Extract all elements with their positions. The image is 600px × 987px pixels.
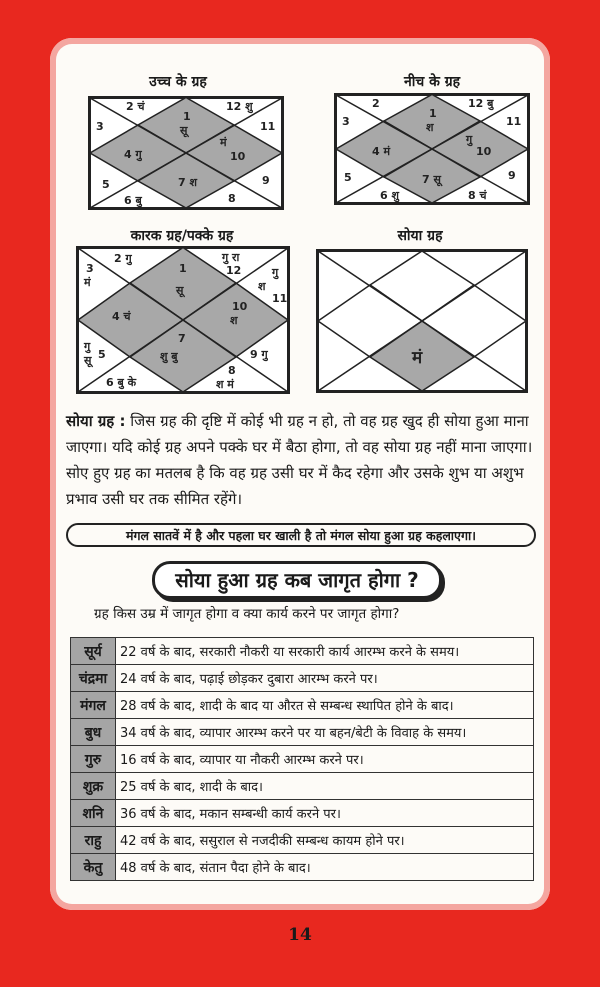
house-label: 5: [344, 171, 352, 184]
chart-soya: [316, 249, 528, 397]
house-label: 4 गु: [124, 148, 142, 161]
house-label: 10: [476, 145, 492, 158]
house-label: 2 गु: [114, 252, 132, 265]
house-label: 1: [179, 262, 187, 275]
planet-desc: 24 वर्ष के बाद, पढ़ाई छोड़कर दुबारा आरम्भ करने पर।: [116, 665, 534, 692]
table-row: [71, 638, 534, 665]
planet-table: [70, 637, 534, 881]
chart-title-neech: नीच के ग्रह: [403, 74, 461, 90]
house-label: 7 सू: [422, 173, 441, 186]
table-row: [71, 719, 534, 746]
house-label: 9: [508, 169, 516, 182]
house-label: 4 चं: [112, 310, 131, 323]
planet-name: सूर्य: [71, 638, 116, 665]
house-label: 6 बु: [124, 194, 142, 207]
house-label: 12 शु: [226, 100, 253, 113]
house-label: सू: [84, 354, 92, 367]
chart-ucch: [88, 96, 284, 214]
house-label: 9 गु: [250, 348, 268, 361]
planet-name: राहु: [71, 827, 116, 854]
house-label: 8 चं: [468, 189, 487, 202]
planet-desc: 34 वर्ष के बाद, व्यापार आरम्भ करने पर या बहन/बेटी के विवाह के समय।: [116, 719, 534, 746]
planet-name: शनि: [71, 800, 116, 827]
house-label: 12: [226, 264, 242, 277]
house-label: 12 बु: [468, 97, 494, 110]
house-label: सू: [176, 284, 184, 297]
house-label: 3: [96, 120, 104, 133]
page-number: 14: [288, 925, 312, 945]
planet-desc: 22 वर्ष के बाद, सरकारी नौकरी या सरकारी कार्य आरम्भ करने के समय।: [116, 638, 534, 665]
house-label: 1: [429, 107, 437, 120]
house-label: श मं: [216, 378, 234, 391]
house-label: गु: [466, 133, 473, 146]
house-label: श: [426, 121, 434, 134]
house-label: 2 चं: [126, 100, 145, 113]
table-row: [71, 746, 534, 773]
chart-karak: [76, 246, 290, 398]
table-row: [71, 773, 534, 800]
house-label: 10: [230, 150, 246, 163]
chart-neech: [334, 93, 530, 209]
paragraph: [66, 408, 536, 512]
house-label: 11: [272, 292, 288, 305]
mars-label: मं: [412, 348, 423, 368]
house-label: 8: [228, 364, 236, 377]
planet-desc: 36 वर्ष के बाद, मकान सम्बन्धी कार्य करने पर।: [116, 800, 534, 827]
question-text: ग्रह किस उम्र में जागृत होगा व क्या कार्य करने पर जागृत होगा?: [94, 606, 400, 622]
house-label: 1: [183, 110, 191, 123]
house-label: गु: [84, 340, 91, 353]
section-heading: सोया हुआ ग्रह कब जागृत होगा ?: [152, 561, 442, 599]
house-label: 10: [232, 300, 248, 313]
planet-desc: 42 वर्ष के बाद, ससुराल से नजदीकी सम्बन्ध कायम होने पर।: [116, 827, 534, 854]
chart-title-karak: कारक ग्रह/पक्के ग्रह: [130, 228, 234, 244]
paragraph-lead: सोया ग्रह :: [66, 412, 126, 430]
table-row: [71, 827, 534, 854]
planet-desc: 25 वर्ष के बाद, शादी के बाद।: [116, 773, 534, 800]
house-label: 3: [342, 115, 350, 128]
table-row: [71, 800, 534, 827]
house-label: 8: [228, 192, 236, 205]
house-label: शु बु: [160, 350, 178, 363]
house-label: 5: [102, 178, 110, 191]
house-label: 7 श: [178, 176, 197, 189]
house-label: 6 बु के: [106, 376, 137, 389]
house-label: मं: [220, 136, 227, 149]
chart-title-soya: सोया ग्रह: [397, 228, 443, 244]
table-row: [71, 692, 534, 719]
table-row: [71, 854, 534, 881]
planet-name: चंद्रमा: [71, 665, 116, 692]
house-label: 7: [178, 332, 186, 345]
house-label: 4 मं: [372, 145, 391, 158]
house-label: सू: [180, 124, 188, 137]
house-label: 9: [262, 174, 270, 187]
planet-desc: 48 वर्ष के बाद, संतान पैदा होने के बाद।: [116, 854, 534, 881]
planet-desc: 28 वर्ष के बाद, शादी के बाद या औरत से सम्बन्ध स्थापित होने के बाद।: [116, 692, 534, 719]
planet-name: गुरु: [71, 746, 116, 773]
house-label: 3: [86, 262, 94, 275]
planet-desc: 16 वर्ष के बाद, व्यापार या नौकरी आरम्भ करने पर।: [116, 746, 534, 773]
house-label: गु: [272, 266, 279, 279]
house-label: 11: [260, 120, 276, 133]
house-label: 2: [372, 97, 380, 110]
house-label: श: [230, 314, 238, 327]
planet-name: शुक्र: [71, 773, 116, 800]
paragraph-text: जिस ग्रह की दृष्टि में कोई भी ग्रह न हो, तो वह ग्रह खुद ही सोया हुआ माना जाएगा। यदि कोई ग्रह अपने पक्के घर में बैठा होगा, तो वह सोया ग्रह नहीं माना जाएगा। सोए हुए ग्रह का मतलब है कि वह ग्रह उसी घर में कैद रहेगा और उसके शुभ या अशुभ प्रभाव उसी घर तक सीमित रहेंगे।: [66, 412, 533, 508]
planet-name: बुध: [71, 719, 116, 746]
house-label: 11: [506, 115, 522, 128]
house-label: मं: [84, 276, 91, 289]
house-label: गु रा: [222, 251, 240, 264]
chart-title-ucch: उच्च के ग्रह: [149, 74, 207, 90]
house-label: श: [258, 280, 266, 293]
planet-name: केतु: [71, 854, 116, 881]
house-label: 6 शु: [380, 189, 399, 202]
table-row: [71, 665, 534, 692]
planet-name: मंगल: [71, 692, 116, 719]
house-label: 5: [98, 348, 106, 361]
mars-note-banner: मंगल सातवें में है और पहला घर खाली है तो मंगल सोया हुआ ग्रह कहलाएगा।: [66, 523, 536, 547]
